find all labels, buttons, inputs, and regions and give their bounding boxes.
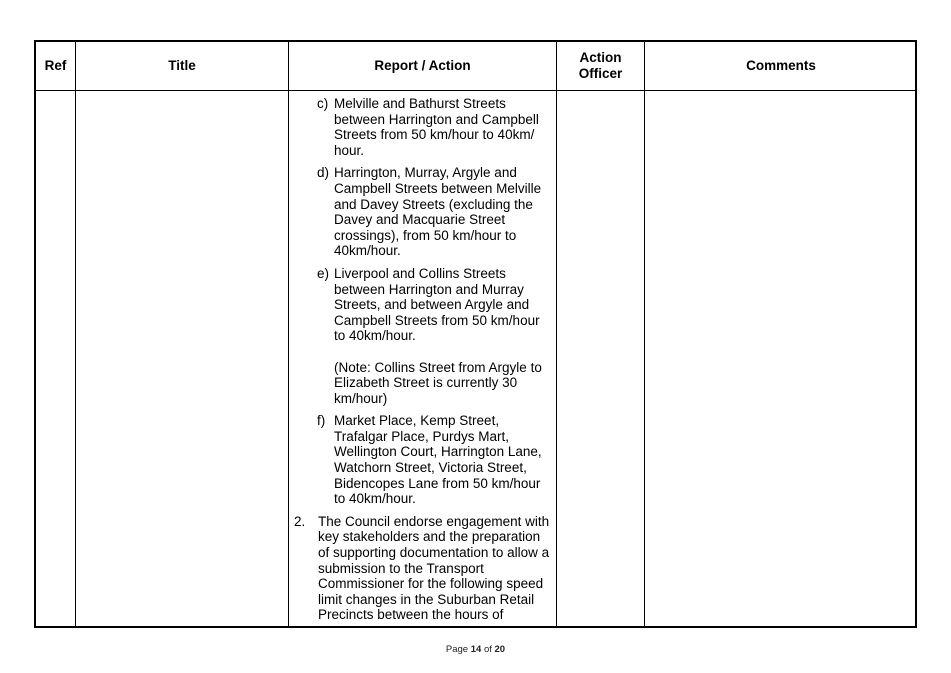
column-divider-report xyxy=(556,42,557,626)
numbered-marker: 2. xyxy=(294,513,306,529)
header-divider xyxy=(36,90,915,91)
list-marker: c) xyxy=(317,96,329,111)
report-table xyxy=(34,40,917,628)
header-action-officer xyxy=(557,42,644,90)
list-item-text: Harrington, Murray, Argyle and Campbell Streets between Melville and Davey Streets (excluding the Davey and Macquarie Street crossings), from 50 km/hour to 40km/hour. xyxy=(334,165,542,259)
list-marker: e) xyxy=(317,265,330,281)
header-report-action: Report / Action xyxy=(374,58,471,73)
numbered-item-text: The Council endorse engagement with key stakeholders and the preparation of supporting documentation to allow a submission to the Transport Commissioner for the following speed limit changes in the Suburban Retail Precincts between the hours of xyxy=(318,513,550,623)
page-total: 20 xyxy=(494,644,506,655)
list-item xyxy=(290,266,552,406)
column-divider-officer xyxy=(644,42,645,626)
list-marker: d) xyxy=(317,165,330,181)
header-comments: Comments xyxy=(746,58,816,73)
header-title: Title xyxy=(168,58,196,73)
list-marker: f) xyxy=(317,413,326,429)
page-current: 14 xyxy=(470,644,482,655)
page-label: Page xyxy=(445,644,469,655)
page-of: of xyxy=(483,644,492,655)
list-item xyxy=(290,165,552,259)
report-action-cell xyxy=(290,96,552,623)
list-item-text: Liverpool and Collins Streets between Harrington and Murray Streets, and between Argyle and Campbell Streets from 50 km/hour to 40km/hour. xyxy=(334,265,540,344)
list-item-text: Market Place, Kemp Street, Trafalgar Place, Purdys Mart, Wellington Court, Harrington Lane, Watchorn Street, Victoria Street, Bidencopes Lane from 50 km/hour to 40km/hour. xyxy=(334,413,542,507)
numbered-item xyxy=(290,514,552,623)
header-action-officer-line1: Action xyxy=(579,50,622,65)
header-ref: Ref xyxy=(44,58,67,73)
list-item xyxy=(290,96,552,158)
column-divider-title xyxy=(288,42,289,626)
column-divider-ref xyxy=(75,42,76,626)
page-footer xyxy=(0,644,951,655)
list-item xyxy=(290,413,552,507)
header-action-officer-line2: Officer xyxy=(578,66,623,81)
list-item-note: (Note: Collins Street from Argyle to Elizabeth Street is currently 30 km/hour) xyxy=(334,359,542,406)
list-item-text: Melville and Bathurst Streets between Harrington and Campbell Streets from 50 km/hour to 40km/ hour. xyxy=(334,96,539,158)
